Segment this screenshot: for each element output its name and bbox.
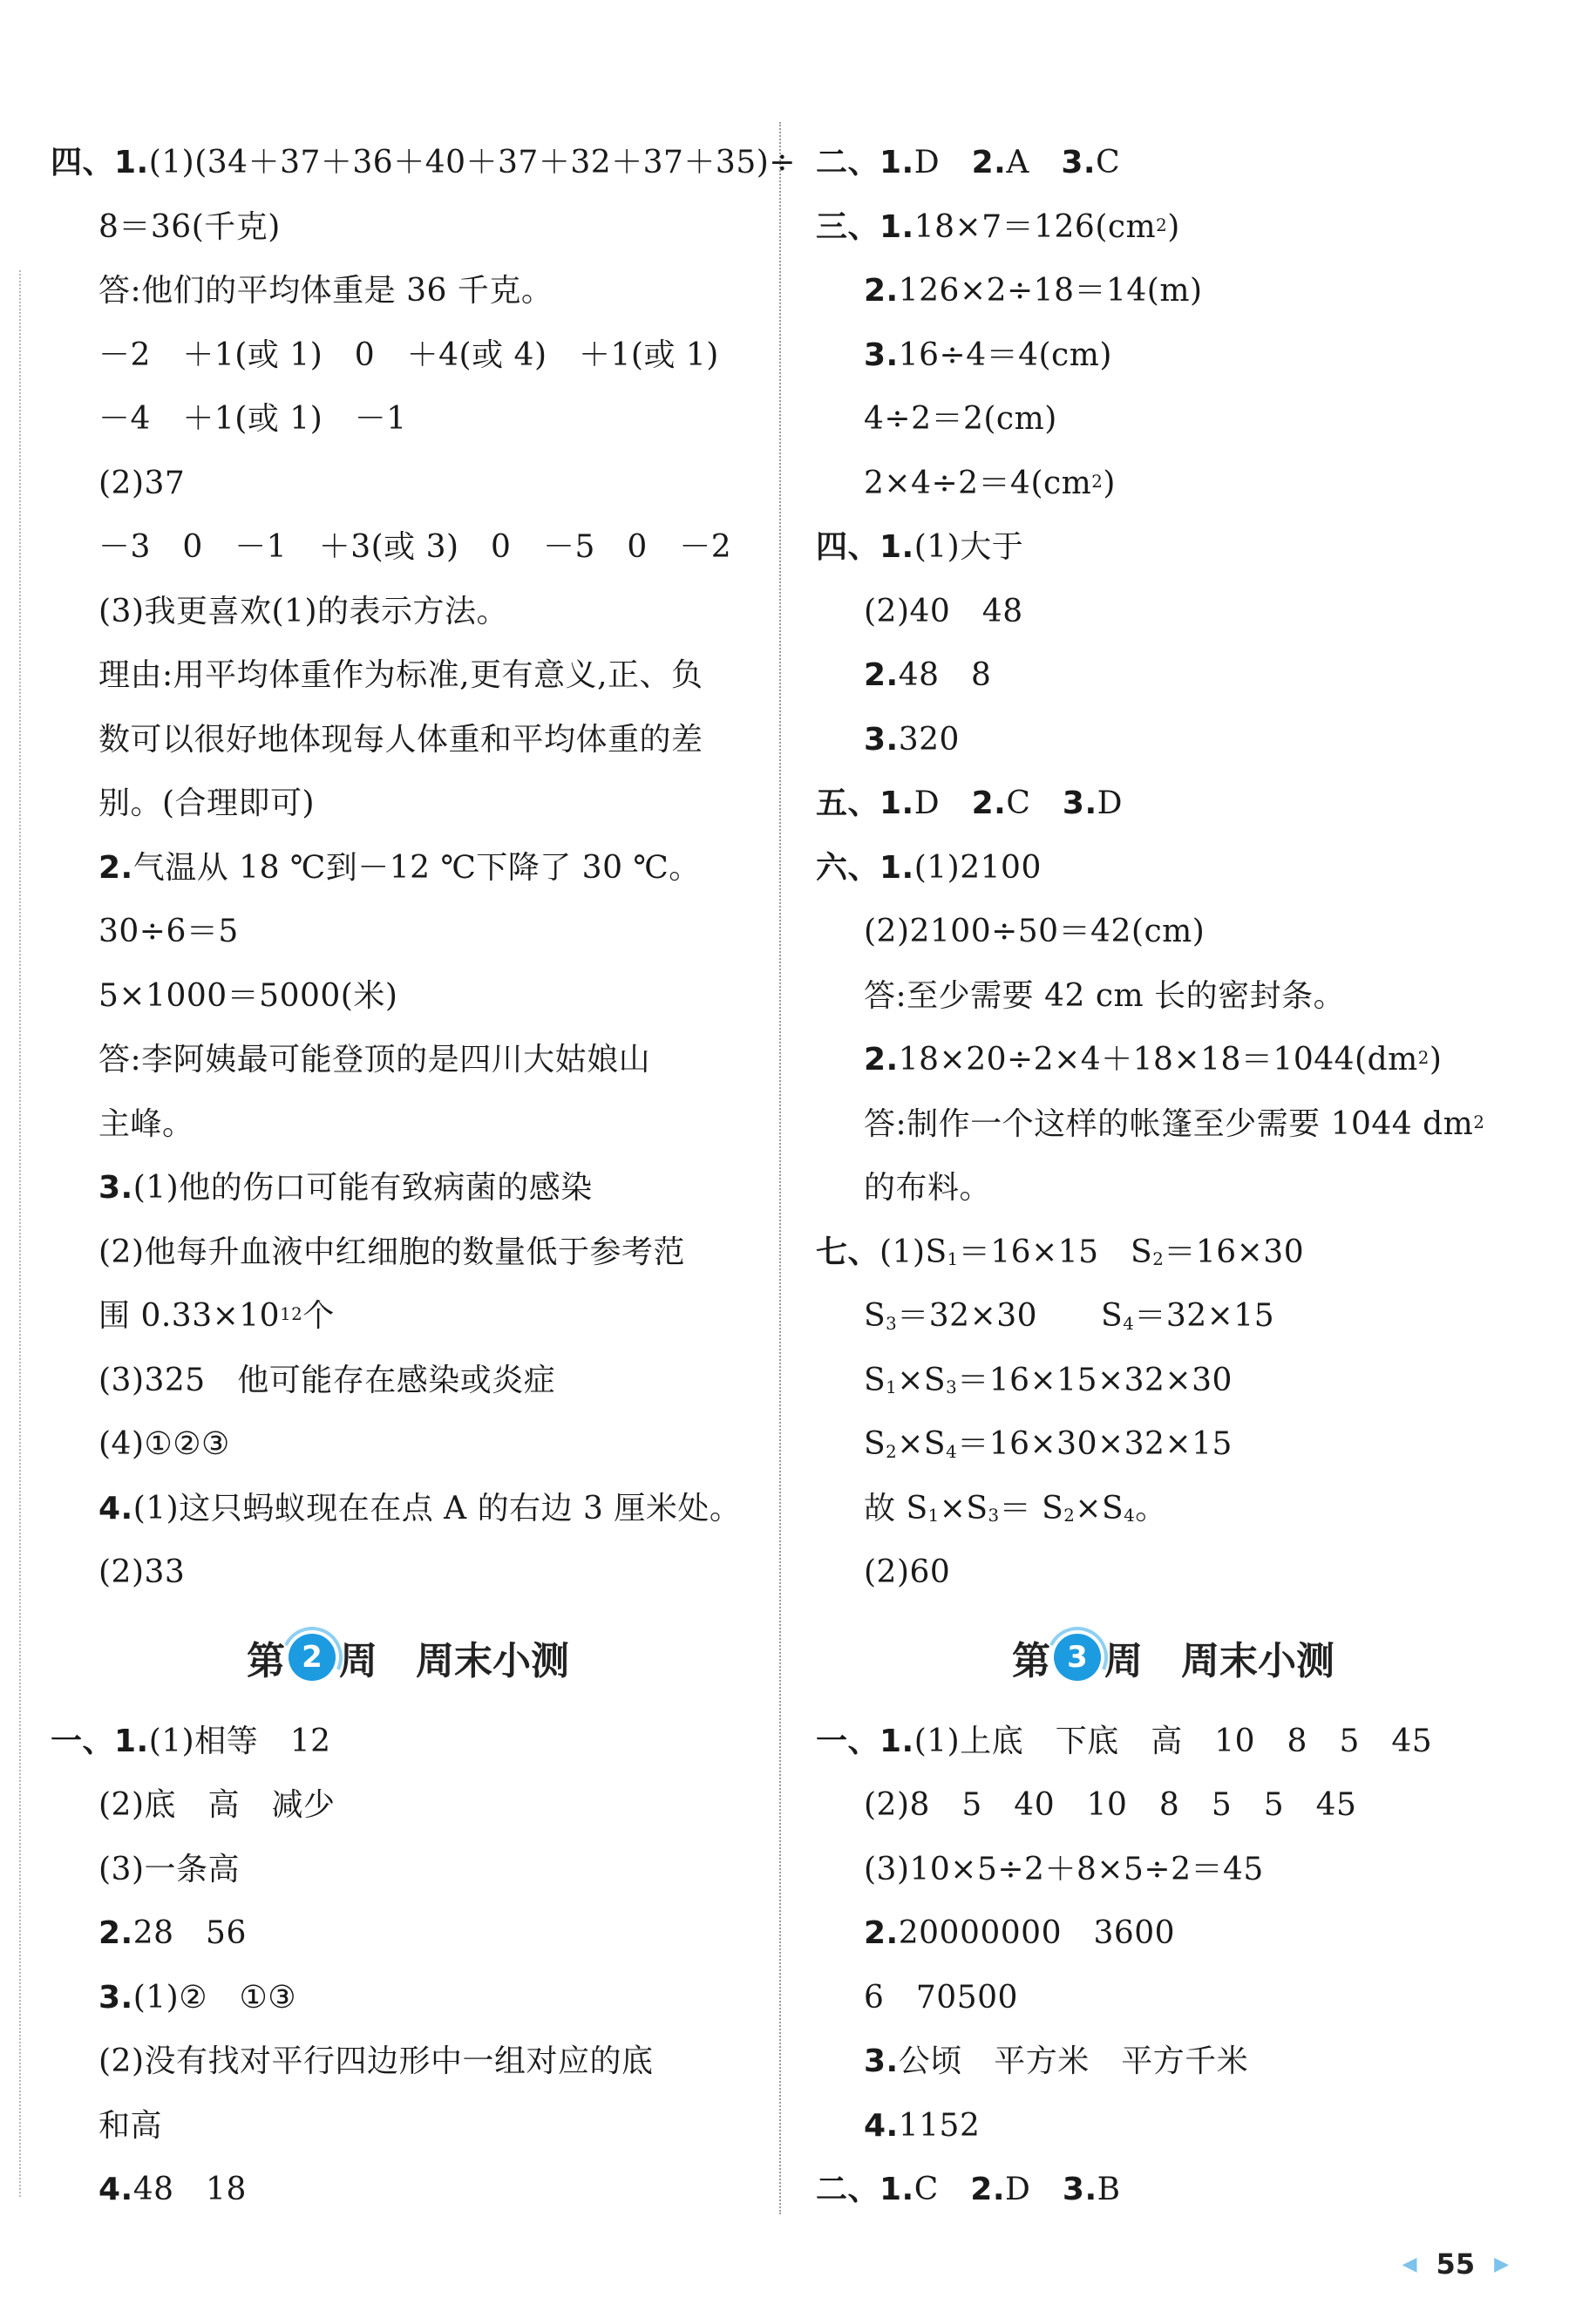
superscript: 2 bbox=[1417, 1048, 1430, 1069]
answer-line bbox=[816, 1477, 1531, 1541]
subscript: 4 bbox=[946, 1441, 958, 1462]
answer-line bbox=[51, 1477, 765, 1541]
answer-text: 18×20÷2×4＋18×18＝1044(dm bbox=[898, 1042, 1418, 1078]
question-number: 二、1. bbox=[816, 145, 914, 180]
question-number: 4. bbox=[98, 1490, 133, 1526]
answer-text: 8＝36(千克) bbox=[98, 208, 281, 245]
answer-text: (1)(34＋37＋36＋40＋37＋32＋37＋35)÷ bbox=[148, 145, 796, 180]
answer-text: (2)8 5 40 10 8 5 5 45 bbox=[864, 1787, 1357, 1823]
answer-line bbox=[816, 1412, 1531, 1477]
answer-text: 30÷6＝5 bbox=[98, 914, 239, 949]
superscript: 2 bbox=[1091, 471, 1104, 492]
answer-line bbox=[51, 1028, 765, 1092]
question-number: 3. bbox=[864, 2043, 899, 2079]
answer-line bbox=[51, 1220, 765, 1285]
answer-text: 16÷4＝4(cm) bbox=[898, 337, 1112, 373]
question-number: 四、1. bbox=[51, 145, 149, 180]
subscript: 4 bbox=[1123, 1313, 1135, 1334]
question-number: 一、1. bbox=[51, 1723, 149, 1759]
answer-line bbox=[51, 580, 765, 644]
answer-text: ＝16×15 S bbox=[958, 1234, 1153, 1270]
question-number: 4. bbox=[864, 2107, 899, 2144]
question-number: 六、1. bbox=[816, 849, 914, 886]
subscript: 1 bbox=[886, 1377, 898, 1398]
answer-line bbox=[51, 515, 765, 580]
answer-line bbox=[816, 708, 1531, 772]
answer-text: A bbox=[1006, 145, 1062, 180]
answer-text: ×S bbox=[897, 1426, 947, 1462]
answer-line bbox=[816, 643, 1531, 708]
answer-line bbox=[51, 1966, 765, 2030]
answer-text: 18×7＝126(cm bbox=[913, 208, 1157, 245]
answer-line bbox=[51, 1901, 765, 1966]
question-number: 3. bbox=[98, 1979, 133, 2016]
answer-line bbox=[816, 1710, 1531, 1774]
answer-line bbox=[51, 452, 765, 516]
answer-text: 48 8 bbox=[898, 657, 992, 693]
answer-text: (1)② ①③ bbox=[132, 1979, 297, 2016]
answer-text: ) bbox=[1103, 465, 1116, 501]
question-number: 4. bbox=[98, 2172, 133, 2207]
answer-text: 48 18 bbox=[132, 2172, 247, 2207]
binding-margin-line bbox=[19, 270, 21, 2197]
answer-line bbox=[816, 1966, 1531, 2030]
answer-text: 4÷2＝2(cm) bbox=[864, 401, 1057, 437]
answer-text: D bbox=[1097, 785, 1123, 821]
answer-line bbox=[51, 195, 765, 260]
answer-line bbox=[816, 195, 1531, 260]
subscript: 2 bbox=[886, 1441, 898, 1462]
superscript: 12 bbox=[280, 1304, 303, 1325]
answer-text: ×S bbox=[939, 1490, 988, 1526]
answer-text: S bbox=[864, 1362, 886, 1398]
heading-title: 周末小测 bbox=[416, 1638, 569, 1683]
answer-text: (2)他每升血液中红细胞的数量低于参考范 bbox=[98, 1234, 685, 1270]
answer-line bbox=[51, 1838, 765, 1902]
answer-text: ＝32×30 S bbox=[897, 1298, 1124, 1334]
question-number: 一、1. bbox=[816, 1723, 914, 1759]
previous-page-icon[interactable]: ◀ bbox=[1402, 2253, 1417, 2275]
answer-text: (3)我更喜欢(1)的表示方法。 bbox=[98, 593, 508, 629]
subscript: 1 bbox=[947, 1249, 959, 1270]
answer-line bbox=[816, 900, 1531, 964]
heading-title: 周末小测 bbox=[1181, 1638, 1335, 1683]
answer-line bbox=[816, 1028, 1531, 1092]
answer-line bbox=[816, 323, 1531, 388]
question-number: 2. bbox=[864, 1042, 899, 1078]
week-number-badge: 3 bbox=[1054, 1634, 1101, 1681]
subscript: 3 bbox=[988, 1506, 1000, 1526]
answer-text: 。 bbox=[1135, 1490, 1167, 1526]
answer-text: 6 70500 bbox=[864, 1979, 1018, 2016]
answer-text: C bbox=[1006, 785, 1063, 821]
subscript: 4 bbox=[1124, 1506, 1136, 1526]
answer-text: (1)2100 bbox=[913, 849, 1042, 886]
answer-text: S bbox=[864, 1426, 886, 1462]
subscript: 3 bbox=[946, 1377, 958, 1398]
question-number: 2. bbox=[971, 785, 1007, 821]
answer-text: ＝ S bbox=[999, 1490, 1064, 1526]
answer-line bbox=[816, 1838, 1531, 1902]
answer-text: ) bbox=[1429, 1042, 1443, 1078]
answer-line bbox=[51, 1412, 765, 1477]
answer-line bbox=[51, 2094, 765, 2159]
answer-text: 答:制作一个这样的帐篷至少需要 1044 dm bbox=[864, 1105, 1474, 1142]
answer-line bbox=[51, 900, 765, 964]
answer-line bbox=[816, 964, 1531, 1029]
answer-text: ＝32×15 bbox=[1134, 1298, 1275, 1334]
answer-line bbox=[51, 708, 765, 772]
question-number: 3. bbox=[864, 721, 899, 758]
answer-text: (4)①②③ bbox=[98, 1426, 230, 1462]
answer-text: 理由:用平均体重作为标准,更有意义,正、负 bbox=[98, 657, 703, 693]
heading-suffix: 周 bbox=[339, 1638, 377, 1683]
answer-text: －2 ＋1(或 1) 0 ＋4(或 4) ＋1(或 1) bbox=[98, 337, 719, 373]
answer-text: (1)大于 bbox=[913, 529, 1024, 565]
answer-line bbox=[816, 1540, 1531, 1605]
answer-text: 个 bbox=[302, 1298, 335, 1334]
answer-text: 20000000 3600 bbox=[898, 1915, 1176, 1951]
answer-text: (2)2100÷50＝42(cm) bbox=[864, 914, 1205, 949]
week-number-badge: 2 bbox=[289, 1634, 336, 1681]
subscript: 3 bbox=[886, 1313, 898, 1334]
answer-text: D bbox=[913, 145, 972, 180]
answer-text: ) bbox=[1167, 208, 1180, 245]
heading-suffix: 周 bbox=[1104, 1638, 1143, 1683]
answer-text: －4 ＋1(或 1) －1 bbox=[98, 401, 407, 437]
next-page-icon[interactable]: ▶ bbox=[1494, 2253, 1509, 2275]
answer-text: 2×4÷2＝4(cm bbox=[864, 465, 1092, 501]
answer-line bbox=[816, 1349, 1531, 1413]
answer-line bbox=[816, 2030, 1531, 2094]
answer-text: ×S bbox=[1075, 1490, 1124, 1526]
superscript: 2 bbox=[1156, 214, 1168, 235]
answer-line bbox=[51, 259, 765, 323]
answer-text: C bbox=[1096, 145, 1121, 180]
answer-line bbox=[51, 131, 796, 195]
answer-line bbox=[816, 131, 1531, 195]
answer-line bbox=[51, 1710, 765, 1774]
answer-text: B bbox=[1097, 2172, 1121, 2207]
question-number: 七、 bbox=[816, 1234, 880, 1270]
answer-text: 数可以很好地体现每人体重和平均体重的差 bbox=[98, 721, 703, 758]
answer-line bbox=[51, 1349, 765, 1413]
question-number: 2. bbox=[864, 1915, 899, 1951]
question-number: 2. bbox=[864, 657, 899, 693]
answer-text: (2)33 bbox=[98, 1554, 186, 1590]
answer-line bbox=[51, 772, 765, 836]
answer-line bbox=[51, 1092, 765, 1157]
answer-text: (2)底 高 减少 bbox=[98, 1787, 336, 1823]
left-column bbox=[51, 131, 796, 2222]
answer-line bbox=[51, 387, 765, 452]
question-number: 2. bbox=[970, 2172, 1006, 2207]
subscript: 2 bbox=[1152, 1249, 1165, 1270]
answer-text: C bbox=[913, 2172, 971, 2207]
answer-text: 公顷 平方米 平方千米 bbox=[898, 2043, 1249, 2079]
answer-line bbox=[51, 836, 765, 901]
answer-line bbox=[816, 2158, 1531, 2222]
question-number: 五、1. bbox=[816, 785, 914, 821]
page-number: 55 bbox=[1436, 2247, 1476, 2281]
answer-text: 主峰。 bbox=[98, 1105, 194, 1142]
question-number: 3. bbox=[1062, 2172, 1097, 2207]
answer-text: (2)40 48 bbox=[864, 593, 1023, 629]
question-number: 四、1. bbox=[816, 529, 914, 565]
answer-text: ＝16×30 bbox=[1164, 1234, 1305, 1270]
answer-line bbox=[816, 772, 1531, 836]
answer-text: D bbox=[1005, 2172, 1063, 2207]
answer-text: (2)没有找对平行四边形中一组对应的底 bbox=[98, 2043, 654, 2079]
answer-line bbox=[51, 323, 765, 388]
right-column bbox=[816, 131, 1531, 2222]
answer-text: 气温从 18 ℃到－12 ℃下降了 30 ℃。 bbox=[132, 849, 701, 886]
answer-text: 别。(合理即可) bbox=[98, 785, 316, 821]
answer-text: 的布料。 bbox=[864, 1170, 992, 1206]
answer-text: 和高 bbox=[98, 2107, 163, 2144]
answer-line bbox=[816, 387, 1531, 452]
subscript: 1 bbox=[927, 1506, 940, 1526]
question-number: 二、1. bbox=[816, 2172, 914, 2207]
answer-text: 答:至少需要 42 cm 长的密封条。 bbox=[864, 977, 1346, 1014]
answer-line bbox=[816, 2094, 1531, 2159]
answer-line bbox=[816, 1773, 1531, 1838]
answer-line bbox=[816, 515, 1531, 580]
answer-text: (1)S bbox=[879, 1234, 947, 1270]
question-number: 2. bbox=[98, 849, 133, 886]
subscript: 2 bbox=[1063, 1506, 1076, 1526]
question-number: 2. bbox=[864, 273, 899, 309]
answer-text: (2)60 bbox=[864, 1554, 951, 1590]
answer-line bbox=[816, 259, 1531, 323]
answer-line bbox=[51, 1156, 765, 1220]
answer-text: (2)37 bbox=[98, 465, 186, 501]
answer-line bbox=[816, 580, 1531, 644]
answer-text: ×S bbox=[897, 1362, 947, 1398]
question-number: 3. bbox=[1062, 785, 1097, 821]
question-number: 3. bbox=[98, 1170, 133, 1206]
answer-line bbox=[816, 1284, 1531, 1349]
right-answers-bottom bbox=[816, 1710, 1531, 2222]
answer-line bbox=[51, 2158, 765, 2222]
answer-text: 28 56 bbox=[132, 1915, 247, 1951]
question-number: 三、1. bbox=[816, 208, 914, 245]
answer-text: D bbox=[913, 785, 972, 821]
question-number: 2. bbox=[98, 1915, 133, 1951]
answer-text: ＝16×30×32×15 bbox=[957, 1426, 1233, 1462]
answer-line bbox=[816, 1220, 1531, 1285]
answer-text: (1)相等 12 bbox=[148, 1723, 331, 1759]
left-answers-bottom bbox=[51, 1710, 765, 2222]
answer-text: (3)325 他可能存在感染或炎症 bbox=[98, 1362, 556, 1398]
answer-line bbox=[51, 964, 765, 1029]
answer-text: 答:李阿姨最可能登顶的是四川大姑娘山 bbox=[98, 1042, 651, 1078]
answer-text: 126×2÷18＝14(m) bbox=[898, 273, 1203, 309]
answer-text: 故 S bbox=[864, 1490, 928, 1526]
column-divider bbox=[779, 122, 781, 2214]
answer-line bbox=[816, 1156, 1531, 1220]
week-3-heading bbox=[816, 1605, 1531, 1710]
left-answers-top bbox=[51, 131, 796, 1605]
heading-prefix: 第 bbox=[247, 1638, 285, 1683]
answer-text: 320 bbox=[898, 721, 960, 758]
answer-line bbox=[51, 1284, 765, 1349]
answer-text: (1)这只蚂蚁现在在点 A 的右边 3 厘米处。 bbox=[132, 1490, 742, 1526]
answer-line bbox=[51, 2030, 765, 2094]
answer-line bbox=[51, 643, 765, 708]
heading-prefix: 第 bbox=[1012, 1638, 1050, 1683]
answer-text: ＝16×15×32×30 bbox=[957, 1362, 1233, 1398]
answer-text: 答:他们的平均体重是 36 千克。 bbox=[98, 273, 554, 309]
answer-text: (1)他的伤口可能有致病菌的感染 bbox=[132, 1170, 593, 1206]
question-number: 2. bbox=[971, 145, 1007, 180]
answer-text: －3 0 －1 ＋3(或 3) 0 －5 0 －2 bbox=[98, 529, 732, 565]
answer-line bbox=[816, 836, 1531, 901]
superscript: 2 bbox=[1473, 1112, 1485, 1132]
answer-line bbox=[816, 1092, 1531, 1157]
answer-text: 围 0.33×10 bbox=[98, 1298, 281, 1334]
answer-line bbox=[51, 1540, 765, 1605]
answer-line bbox=[816, 452, 1531, 516]
answer-text: 1152 bbox=[898, 2107, 981, 2144]
answer-text: 5×1000＝5000(米) bbox=[98, 977, 398, 1014]
answer-text: S bbox=[864, 1298, 886, 1334]
right-answers-top bbox=[816, 131, 1531, 1605]
question-number: 3. bbox=[1061, 145, 1097, 180]
answer-text: (3)一条高 bbox=[98, 1851, 240, 1887]
answer-text: (1)上底 下底 高 10 8 5 45 bbox=[913, 1723, 1433, 1759]
answer-line bbox=[816, 1901, 1531, 1966]
answer-text: (3)10×5÷2＋8×5÷2＝45 bbox=[864, 1851, 1264, 1887]
week-2-heading bbox=[51, 1605, 765, 1710]
page-footer bbox=[1402, 2247, 1509, 2281]
question-number: 3. bbox=[864, 337, 899, 373]
answer-line bbox=[51, 1773, 765, 1838]
